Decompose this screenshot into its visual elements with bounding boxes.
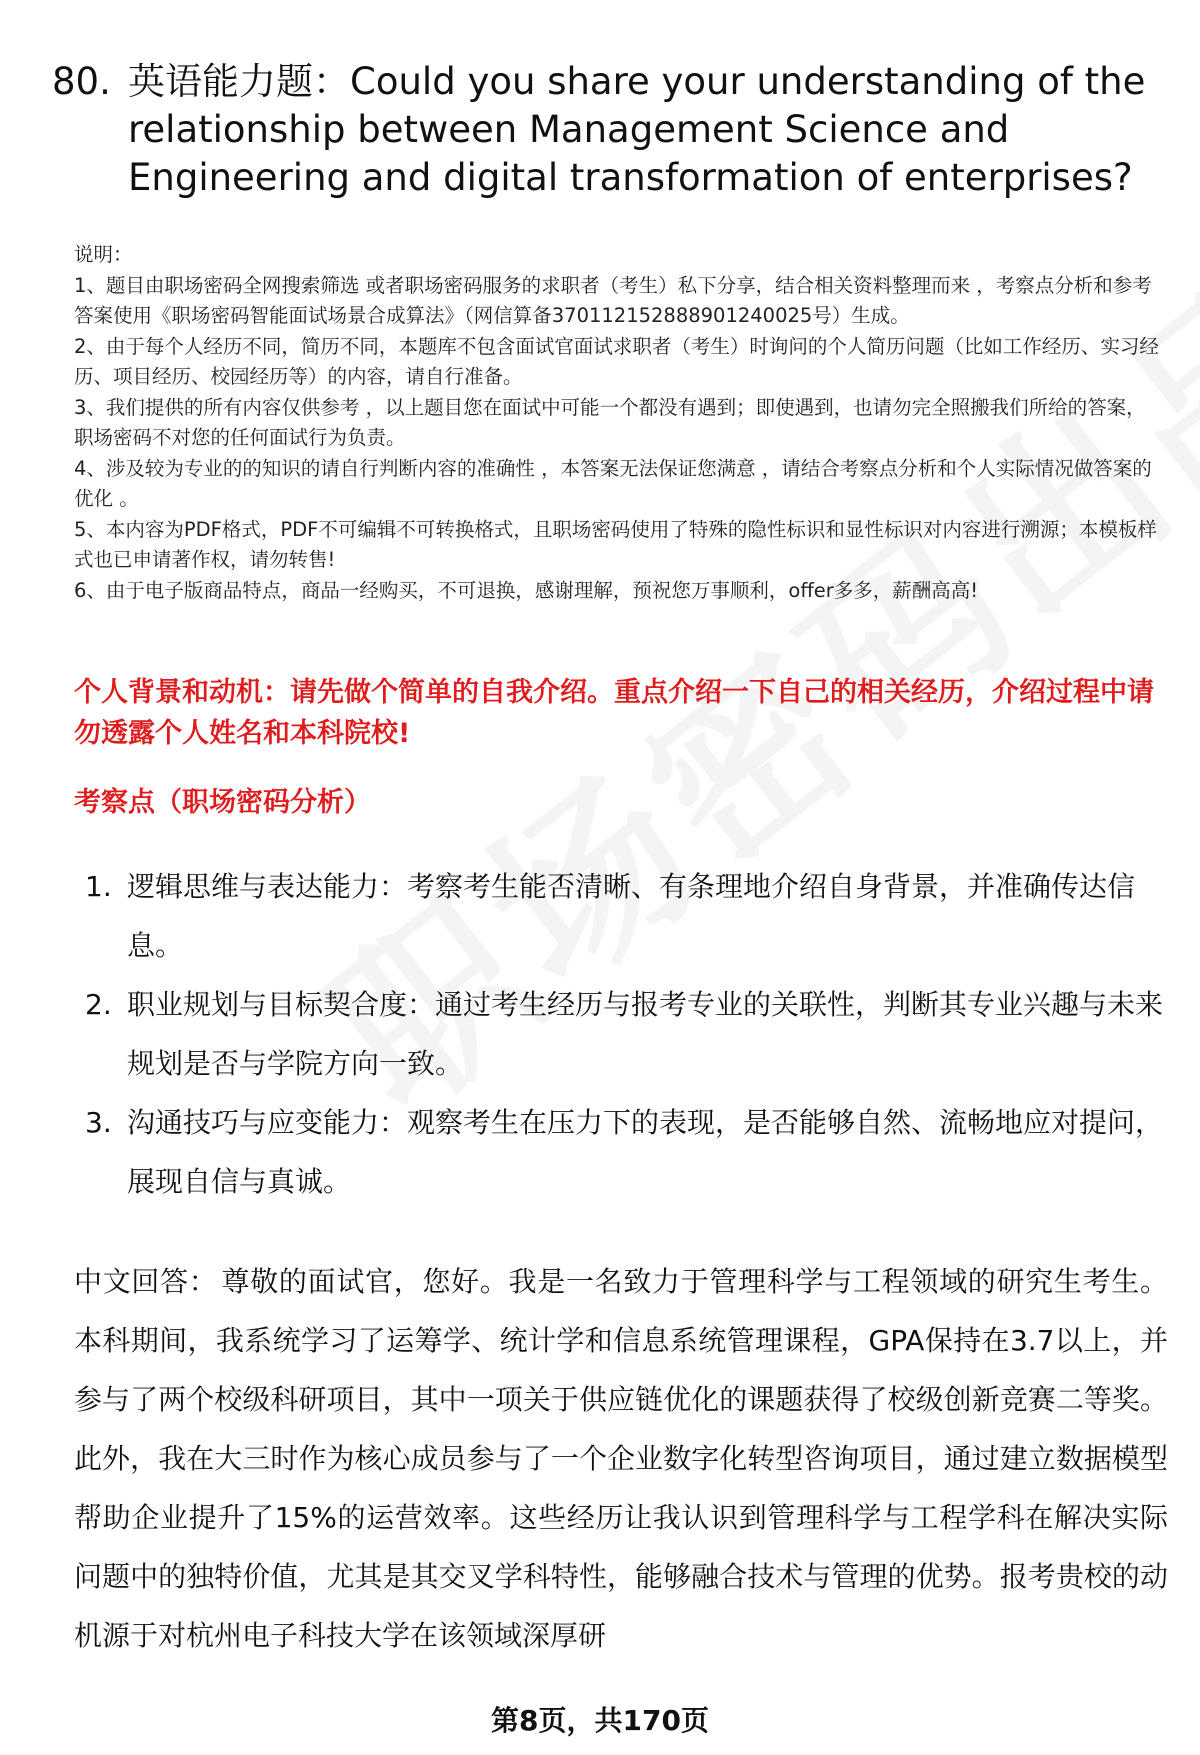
point-text: 沟通技巧与应变能力：观察考生在压力下的表现，是否能够自然、流畅地应对提问，展现自信与真诚。 bbox=[127, 1106, 1164, 1198]
analysis-point bbox=[74, 1093, 1164, 1211]
analysis-heading: 考察点（职场密码分析） bbox=[74, 787, 371, 818]
answer-text: 尊敬的面试官，您好。我是一名致力于管理科学与工程领域的研究生考生。本科期间，我系统学习了运筹学、统计学和信息系统管理课程，GPA保持在3.7以上，并参与了两个校级科研项目，其中一项关于供应链优化的课题获得了校级创新竞赛二等奖。此外，我在大三时作为核心成员参与了一个企业数字化转型咨询项目，通过建立数据模型帮助企业提升了15%的运营效率。这些经历让我认识到管理科学与工程学科在解决实际问题中的独特价值，尤其是其交叉学科特性，能够融合技术与管理的优势。报考贵校的动机源于对杭州电子科技大学在该领域深厚研 bbox=[74, 1265, 1168, 1652]
note-item: 1、题目由职场密码全网搜索筛选 或者职场密码服务的求职者（考生）私下分享，结合相关资料整理而来 ，考察点分析和参考答案使用《职场密码智能面试场景合成算法》（网信算备370112152888901240025号）生成。 bbox=[74, 273, 1152, 327]
notes-title: 说明： bbox=[74, 243, 133, 266]
question-text: 英语能力题：Could you share your understanding of the relationship between Management Science and Engineering and digital transformation of enterprises? bbox=[128, 60, 1146, 199]
page-footer: 第8页，共170页 bbox=[491, 1704, 709, 1737]
point-number: 1. bbox=[85, 870, 112, 903]
background-question: 个人背景和动机：请先做个简单的自我介绍。重点介绍一下自己的相关经历，介绍过程中请勿透露个人姓名和本科院校! bbox=[74, 677, 1154, 749]
note-item: 6、由于电子版商品特点，商品一经购买，不可退换，感谢理解，预祝您万事顺利，offer多多，薪酬高高! bbox=[74, 578, 979, 602]
answer-block bbox=[74, 1252, 1168, 1665]
question-number: 80. bbox=[52, 60, 111, 103]
analysis-point bbox=[74, 975, 1164, 1093]
point-text: 职业规划与目标契合度：通过考生经历与报考专业的关联性，判断其专业兴趣与未来规划是否与学院方向一致。 bbox=[127, 988, 1164, 1080]
note-item: 2、由于每个人经历不同，简历不同，本题库不包含面试官面试求职者（考生）时询问的个人简历问题（比如工作经历、实习经历、项目经历、校园经历等）的内容，请自行准备。 bbox=[74, 334, 1159, 388]
point-number: 3. bbox=[85, 1106, 112, 1139]
point-number: 2. bbox=[85, 988, 112, 1021]
note-item: 4、涉及较为专业的的知识的请自行判断内容的准确性 ，本答案无法保证您满意 ，请结合考察点分析和个人实际情况做答案的优化 。 bbox=[74, 456, 1152, 510]
point-text: 逻辑思维与表达能力：考察考生能否清晰、有条理地介绍自身背景，并准确传达信息。 bbox=[127, 870, 1136, 962]
notes-block bbox=[74, 240, 1164, 606]
question-title bbox=[52, 58, 1162, 202]
analysis-point bbox=[74, 857, 1164, 975]
answer-label: 中文回答： bbox=[74, 1265, 218, 1298]
note-item: 3、我们提供的所有内容仅供参考 ，以上题目您在面试中可能一个都没有遇到；即使遇到，也请勿完全照搬我们所给的答案，职场密码不对您的任何面试行为负责。 bbox=[74, 395, 1146, 449]
note-item: 5、本内容为PDF格式，PDF不可编辑不可转换格式，且职场密码使用了特殊的隐性标识和显性标识对内容进行溯源；本模板样式也已申请著作权，请勿转售! bbox=[74, 517, 1157, 571]
analysis-points bbox=[74, 857, 1164, 1211]
